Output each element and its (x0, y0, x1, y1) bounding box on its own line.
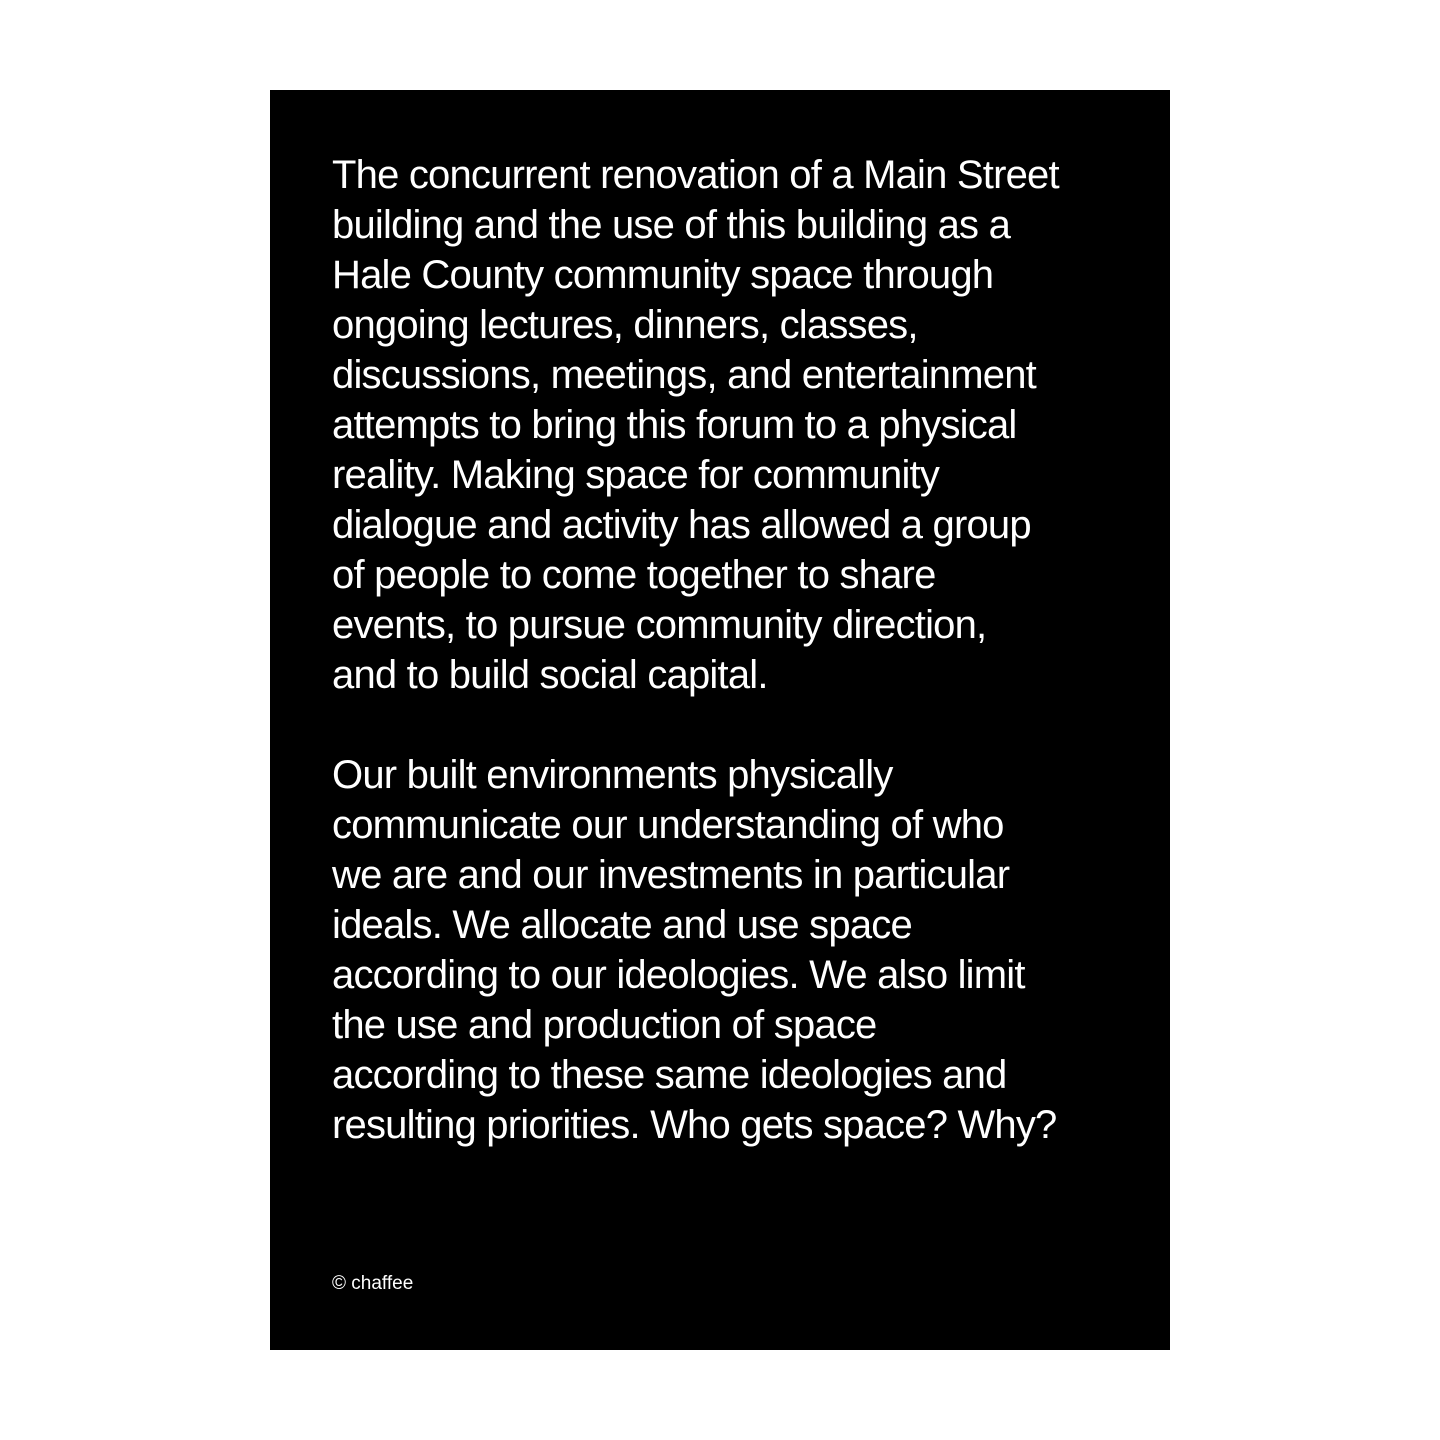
paragraph-spacer (332, 700, 1132, 750)
paragraph-line: according to these same ideologies and (332, 1053, 1007, 1097)
paragraph-line: discussions, meetings, and entertainment (332, 353, 1036, 397)
paragraph-line: according to our ideologies. We also limit (332, 953, 1025, 997)
paragraph-line: ongoing lectures, dinners, classes, (332, 303, 918, 347)
paragraph-2 (332, 750, 1132, 1150)
paragraph-line: Our built environments physically (332, 753, 893, 797)
paragraph-line: resulting priorities. Who gets space? Why? (332, 1103, 1057, 1147)
paragraph-line: communicate our understanding of who (332, 803, 1004, 847)
paragraph-line: reality. Making space for community (332, 453, 940, 497)
paragraph-line: ideals. We allocate and use space (332, 903, 912, 947)
poster-body (332, 150, 1132, 1150)
paragraph-line: we are and our investments in particular (332, 853, 1010, 897)
paragraph-line: Hale County community space through (332, 253, 994, 297)
paragraph-line: and to build social capital. (332, 653, 768, 697)
paragraph-line: events, to pursue community direction, (332, 603, 987, 647)
copyright-credit: © chaffee (332, 1273, 414, 1294)
paragraph-line: building and the use of this building as a (332, 203, 1011, 247)
paragraph-line: of people to come together to share (332, 553, 936, 597)
poster (270, 90, 1170, 1350)
paragraph-1 (332, 150, 1132, 700)
paragraph-line: attempts to bring this forum to a physical (332, 403, 1017, 447)
paragraph-line: the use and production of space (332, 1003, 877, 1047)
paragraph-line: The concurrent renovation of a Main Street (332, 153, 1059, 197)
paragraph-line: dialogue and activity has allowed a group (332, 503, 1031, 547)
